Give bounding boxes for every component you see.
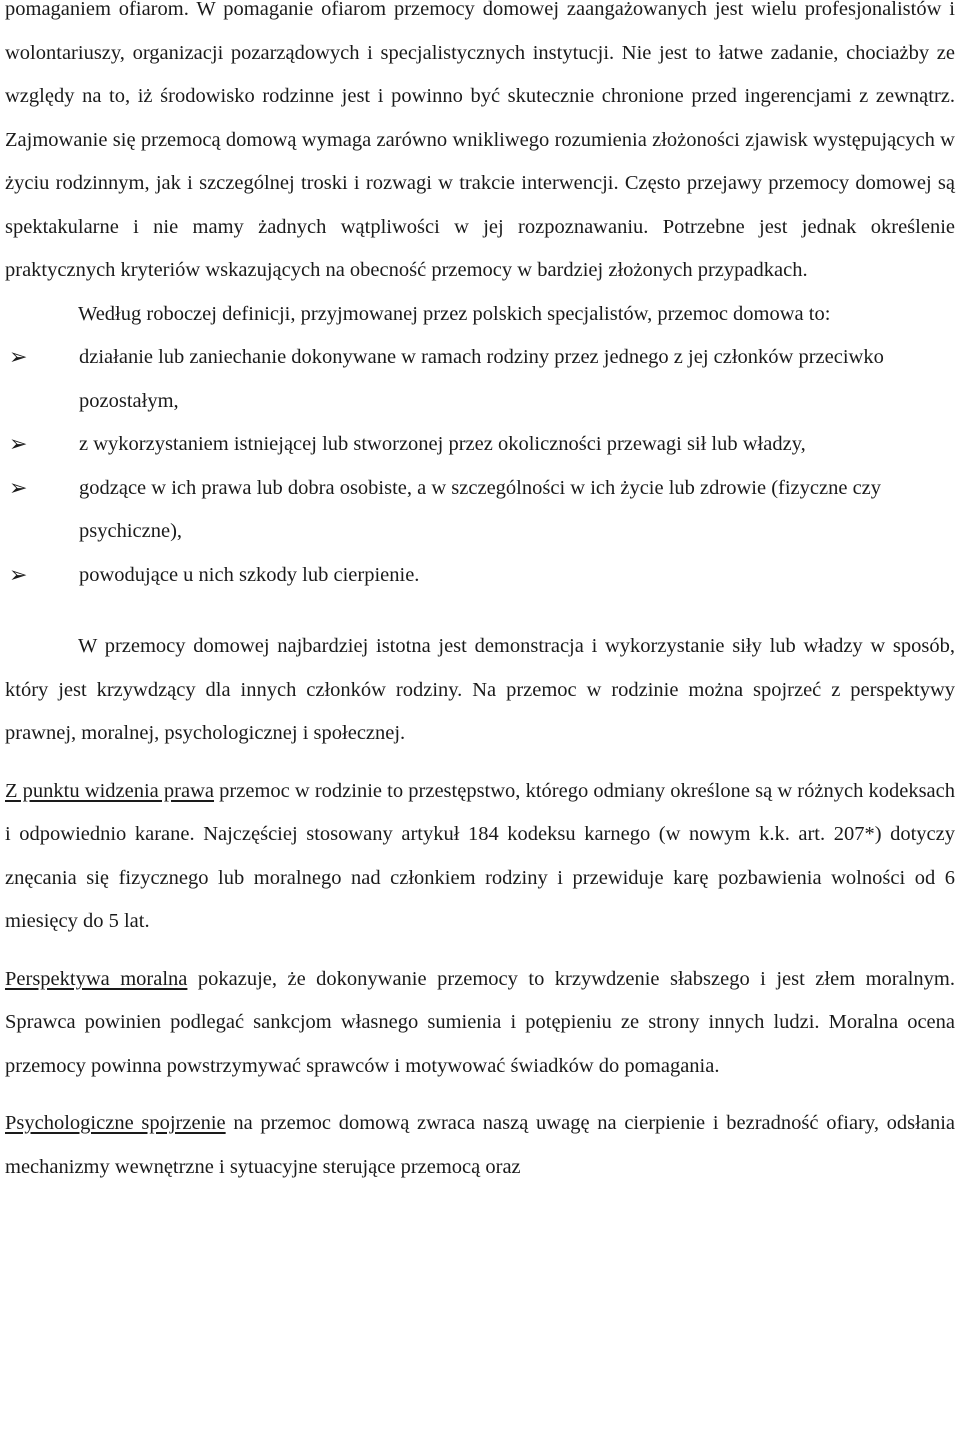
arrowhead-icon: ➢ <box>9 432 28 457</box>
paragraph-power: W przemocy domowej najbardziej istotna jest demonstracja i wykorzystanie siły lub władzy w sposób, który jest krzywdzący dla innych członków rodziny. Na przemoc w rodzinie można spojrzeć z perspektywy prawnej, moralnej, psychologicznej i społecznej. <box>5 635 955 744</box>
spacer <box>5 756 955 770</box>
moral-heading: Perspektywa moralna <box>5 967 188 990</box>
paragraph-moral <box>5 958 955 1089</box>
spacer <box>5 1088 955 1102</box>
list-item <box>5 467 955 554</box>
list-item <box>5 423 955 467</box>
list-item <box>5 336 955 423</box>
psychological-body: na przemoc domową zwraca naszą uwagę na cierpienie i bezradność ofiary, odsłania mechanizmy wewnętrzne i sytuacyjne sterujące przemocą oraz <box>5 1112 955 1178</box>
definition-list <box>5 336 955 597</box>
list-item <box>5 554 955 598</box>
moral-body: pokazuje, że dokonywanie przemocy to krzywdzenie słabszego i jest złem moralnym. Sprawca powinien podlegać sankcjom własnego sumienia i potępieniu ze strony innych ludzi. Moralna ocena przemocy powinna powstrzymywać sprawców i motywować świadków do pomagania. <box>5 967 955 1077</box>
document-page <box>5 0 955 1189</box>
paragraph-psychological <box>5 1102 955 1189</box>
paragraph-definition-lead: Według roboczej definicji, przyjmowanej przez polskich specjalistów, przemoc domowa to: <box>78 302 831 325</box>
spacer <box>5 597 955 611</box>
list-item-text: powodujące u nich szkody lub cierpienie. <box>79 563 420 586</box>
arrowhead-icon: ➢ <box>9 345 28 370</box>
list-item-text: z wykorzystaniem istniejącej lub stworzonej przez okoliczności przewagi sił lub władzy, <box>79 433 806 455</box>
psychological-heading: Psychologiczne spojrzenie <box>5 1112 226 1134</box>
legal-body: przemoc w rodzinie to przestępstwo, którego odmiany określone są w różnych kodeksach i odpowiednio karane. Najczęściej stosowany artykuł 184 kodeksu karnego (w nowym k.k. art. 207*) dotyczy znęcania się fizycznego lub moralnego nad członkiem rodziny i przewiduje karę pozbawienia wolności od 6 miesięcy do 5 lat. <box>5 779 956 932</box>
legal-heading: Z punktu widzenia prawa <box>5 779 215 802</box>
arrowhead-icon: ➢ <box>9 562 28 588</box>
list-item-text: działanie lub zaniechanie dokonywane w ramach rodziny przez jednego z jej członków przeciwko pozostałym, <box>79 346 884 412</box>
spacer <box>5 611 955 625</box>
paragraph-intro: pomaganiem ofiarom. W pomaganie ofiarom przemocy domowej zaangażowanych jest wielu profesjonalistów i wolontariuszy, organizacji pozarządowych i specjalistycznych instytucji. Nie jest to łatwe zadanie, chociażby ze względy na to, iż środowisko rodzinne jest i powinno być skutecznie chronione przed ingerencjami z zewnątrz. Zajmowanie się przemocą domową wymaga zarówno wnikliwego rozumienia złożoności zjawisk występujących w życiu rodzinnym, jak i szczególnej troski i rozwagi w trakcie interwencji. Często przejawy przemocy domowej są spektakularne i nie mamy żadnych wątpliwości w jej rozpoznawaniu. Potrzebne jest jednak określenie praktycznych kryteriów wskazujących na obecność przemocy w bardziej złożonych przypadkach. <box>5 0 955 281</box>
arrowhead-icon: ➢ <box>9 475 28 501</box>
list-item-text: godzące w ich prawa lub dobra osobiste, a w szczególności w ich życie lub zdrowie (fizyczne czy psychiczne), <box>79 476 882 542</box>
spacer <box>5 944 955 958</box>
paragraph-legal <box>5 770 955 944</box>
